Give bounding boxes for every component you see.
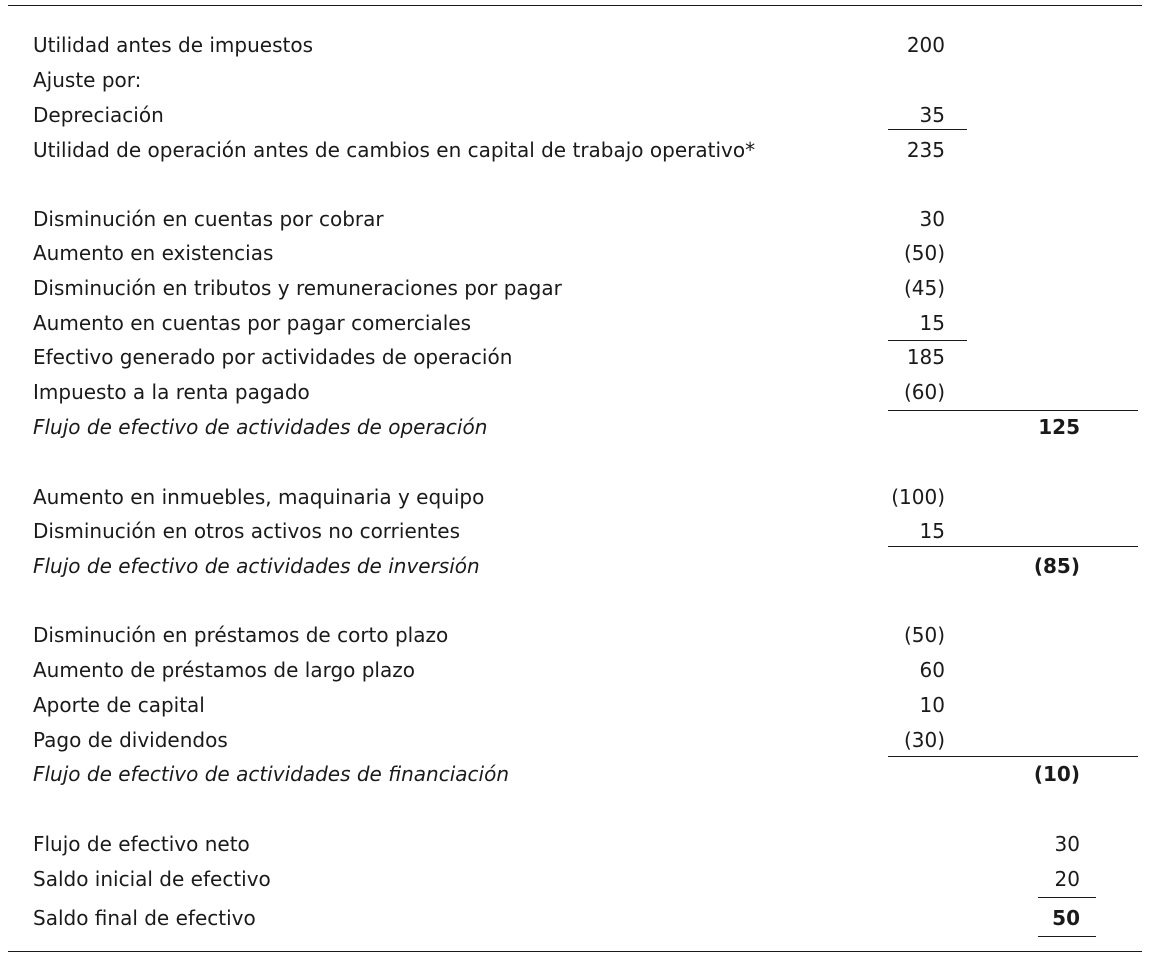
bottom-border-rule: [8, 951, 1142, 952]
table-row: [0, 727, 1150, 761]
table-row: [0, 32, 1150, 66]
row-label: Aumento en cuentas por pagar comerciales: [33, 311, 472, 335]
table-row: [0, 240, 1150, 274]
row-label: Efectivo generado por actividades de operación: [33, 345, 513, 369]
row-value-detail: 200: [906, 33, 945, 57]
row-value-detail: (50): [903, 623, 945, 647]
row-label: Aumento en existencias: [33, 241, 274, 265]
table-row: [0, 657, 1150, 691]
row-value-detail: 60: [919, 658, 945, 682]
row-value-detail: 35: [919, 103, 945, 127]
table-row: [0, 622, 1150, 656]
row-label: Utilidad de operación antes de cambios en capital de trabajo operativo*: [33, 138, 756, 162]
row-label: Aumento en inmuebles, maquinaria y equipo: [33, 485, 485, 509]
row-value-detail: (100): [891, 485, 945, 509]
table-row: [0, 206, 1150, 240]
table-row: [0, 692, 1150, 726]
row-value-detail: 185: [906, 345, 945, 369]
row-label: Depreciación: [33, 103, 164, 127]
table-row: [0, 866, 1150, 900]
row-value-detail: (50): [903, 241, 945, 265]
table-row: [0, 137, 1150, 171]
row-label: Pago de dividendos: [33, 728, 228, 752]
row-value-total: 20: [1054, 867, 1080, 891]
section-total-label: Flujo de efectivo de actividades de financiación: [33, 762, 510, 786]
row-label: Aporte de capital: [33, 693, 205, 717]
row-value-detail: (60): [903, 380, 945, 404]
table-row: [0, 310, 1150, 344]
row-value-total: 30: [1054, 832, 1080, 856]
row-label: Disminución en tributos y remuneraciones por pagar: [33, 276, 562, 300]
row-label: Disminución en cuentas por cobrar: [33, 207, 384, 231]
row-value-detail: 235: [906, 138, 945, 162]
section-total-row: [0, 553, 1150, 587]
table-row: [0, 831, 1150, 865]
row-value-detail: 15: [919, 519, 945, 543]
row-label: Saldo final de efectivo: [33, 906, 256, 930]
row-label: Impuesto a la renta pagado: [33, 380, 310, 404]
row-label: Disminución en préstamos de corto plazo: [33, 623, 449, 647]
section-total-value: 125: [1038, 415, 1080, 439]
row-value-detail: (45): [903, 276, 945, 300]
row-label: Flujo de efectivo neto: [33, 832, 250, 856]
table-row: [0, 67, 1150, 101]
top-border-rule: [8, 5, 1142, 6]
row-label: Aumento de préstamos de largo plazo: [33, 658, 415, 682]
table-row: [0, 275, 1150, 309]
final-total-value: 50: [1052, 906, 1080, 930]
row-label: Ajuste por:: [33, 68, 142, 92]
row-value-detail: 10: [919, 693, 945, 717]
section-total-row: [0, 414, 1150, 448]
row-label: Saldo inicial de efectivo: [33, 867, 271, 891]
section-total-label: Flujo de efectivo de actividades de operación: [33, 415, 488, 439]
table-row: [0, 484, 1150, 518]
row-label: Utilidad antes de impuestos: [33, 33, 313, 57]
section-total-row: [0, 761, 1150, 795]
table-row: [0, 344, 1150, 378]
table-row: [0, 379, 1150, 413]
row-value-detail: (30): [903, 728, 945, 752]
section-total-value: (85): [1033, 554, 1080, 578]
table-row: [0, 102, 1150, 136]
row-label: Disminución en otros activos no corrientes: [33, 519, 461, 543]
final-total-row: [0, 905, 1150, 939]
row-value-detail: 30: [919, 207, 945, 231]
section-total-value: (10): [1033, 762, 1080, 786]
section-total-label: Flujo de efectivo de actividades de inversión: [33, 554, 480, 578]
table-row: [0, 518, 1150, 552]
row-value-detail: 15: [919, 311, 945, 335]
